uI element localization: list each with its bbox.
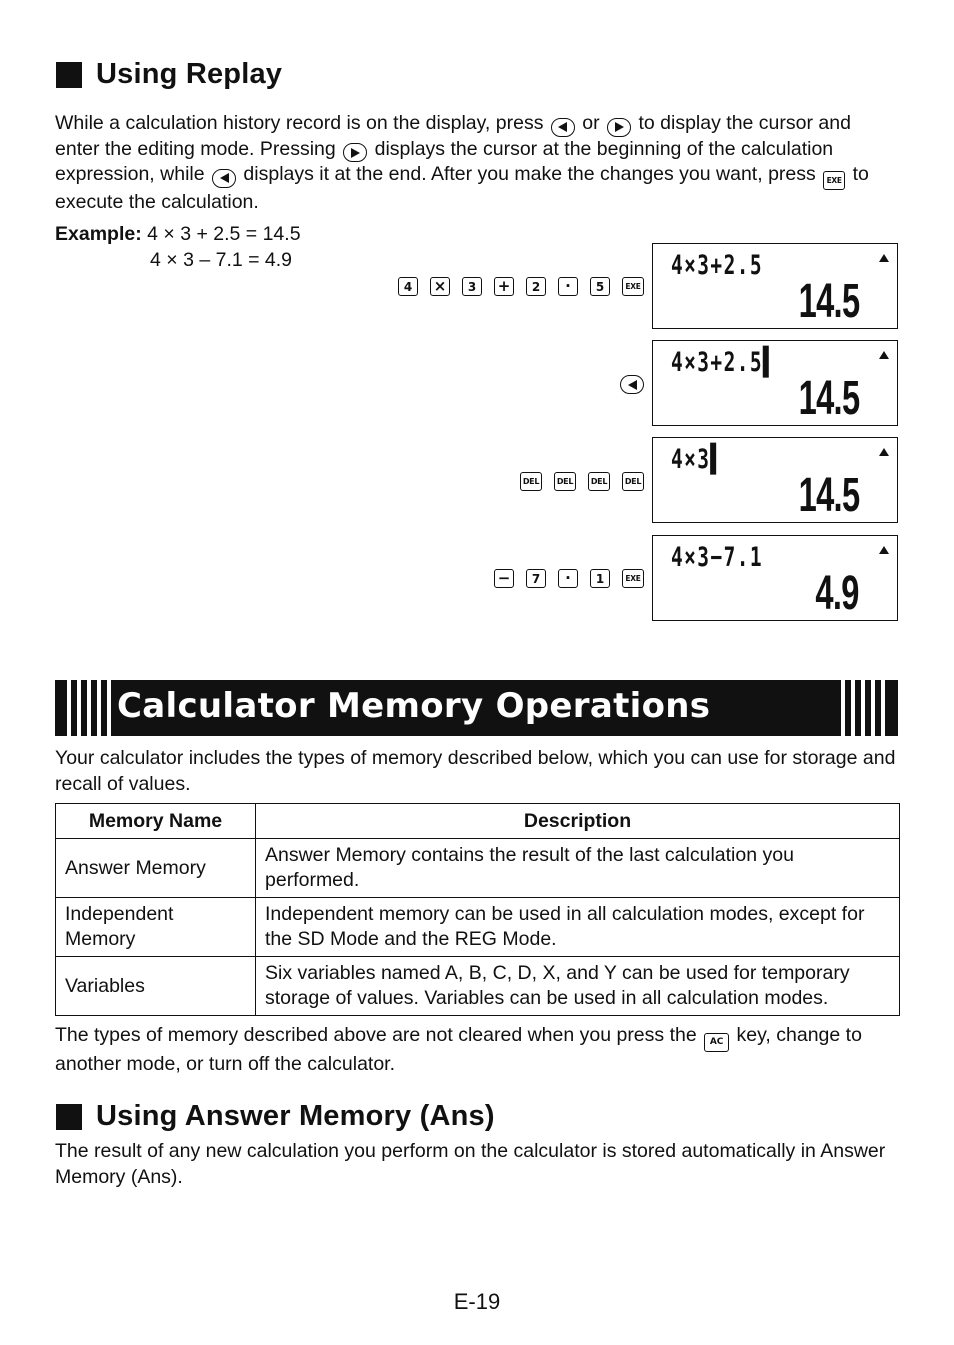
banner-stripe — [77, 680, 81, 736]
example-label: Example: — [55, 223, 142, 245]
banner-stripe — [67, 680, 71, 736]
example-line-2: 4 × 3 – 7.1 = 4.9 — [150, 249, 293, 271]
calculator-display-2 — [652, 340, 898, 426]
section-heading-replay — [56, 58, 282, 91]
square-bullet-icon — [56, 1104, 82, 1130]
display-expression: 4×3−7.1 — [671, 542, 764, 573]
key-7-icon: 7 — [526, 569, 546, 588]
banner-stripe — [841, 680, 845, 736]
display-result: 14.5 — [798, 469, 859, 522]
minus-key-icon: − — [494, 569, 514, 588]
display-result: 14.5 — [798, 372, 859, 425]
right-arrow-key-icon — [343, 143, 367, 162]
banner-stripe — [881, 680, 885, 736]
key-sequence-1 — [386, 277, 644, 296]
plus-key-icon: + — [494, 277, 514, 296]
banner-stripe — [861, 680, 865, 736]
decimal-point-key-icon: · — [558, 277, 578, 296]
description-cell: Independent memory can be used in all calculation modes, except for the SD Mode and the REG Mode. — [256, 898, 900, 957]
key-2-icon: 2 — [526, 277, 546, 296]
decimal-point-key-icon: · — [558, 569, 578, 588]
exe-key-icon: EXE — [823, 171, 845, 190]
banner-stripe — [107, 680, 111, 736]
scroll-up-indicator-icon — [879, 546, 889, 554]
key-sequence-4 — [482, 569, 644, 588]
memory-table — [55, 803, 900, 1016]
ans-paragraph: The result of any new calculation you perform on the calculator is stored automatically in Answer Memory (Ans). — [55, 1140, 886, 1188]
scroll-up-indicator-icon — [879, 448, 889, 456]
key-5-icon: 5 — [590, 277, 610, 296]
banner-stripe — [97, 680, 101, 736]
table-header-row — [56, 804, 900, 839]
calculator-display-3 — [652, 437, 898, 523]
replay-paragraph: While a calculation history record is on the display, press or to display the cursor and enter the editing mode. Pressing displays the cursor at the beginning of the calculation expression, while displays it at the end. After you make the changes you want, press EXE to execute the calculation. — [55, 112, 869, 214]
left-arrow-key-icon — [620, 375, 644, 394]
display-expression: 4×3▌ — [671, 444, 724, 475]
memory-note: The types of memory described above are not cleared when you press the AC key, change to another mode, or turn off the calculator. — [55, 1024, 862, 1075]
scroll-up-indicator-icon — [879, 254, 889, 262]
ac-key-icon: AC — [704, 1033, 729, 1052]
square-bullet-icon — [56, 62, 82, 88]
left-arrow-key-icon — [212, 169, 236, 188]
exe-key-icon: EXE — [622, 569, 644, 588]
key-3-icon: 3 — [462, 277, 482, 296]
table-row — [56, 957, 900, 1016]
calculator-display-4 — [652, 535, 898, 621]
banner-stripe — [871, 680, 875, 736]
multiply-key-icon: × — [430, 277, 450, 296]
column-header: Memory Name — [56, 804, 256, 839]
section-title: Using Answer Memory (Ans) — [96, 1100, 495, 1132]
key-1-icon: 1 — [590, 569, 610, 588]
description-cell: Six variables named A, B, C, D, X, and Y can be used for temporary storage of values. Variables can be used in all calculation modes. — [256, 957, 900, 1016]
page-number: E-19 — [453, 1289, 501, 1314]
section-heading-ans — [56, 1100, 495, 1133]
key-4-icon: 4 — [398, 277, 418, 296]
del-key-icon: DEL — [520, 472, 542, 491]
del-key-icon: DEL — [588, 472, 610, 491]
banner-stripe — [87, 680, 91, 736]
column-header: Description — [256, 804, 900, 839]
example-block — [55, 221, 301, 273]
display-result: 4.9 — [815, 567, 859, 620]
table-row — [56, 898, 900, 957]
memory-intro: Your calculator includes the types of memory described below, which you can use for storage and recall of values. — [55, 747, 896, 795]
exe-key-icon: EXE — [622, 277, 644, 296]
example-line-1: 4 × 3 + 2.5 = 14.5 — [147, 223, 301, 245]
banner-stripe — [851, 680, 855, 736]
display-expression: 4×3+2.5▌ — [671, 347, 777, 378]
chapter-banner — [55, 680, 898, 736]
left-arrow-key-icon — [551, 118, 575, 137]
del-key-icon: DEL — [554, 472, 576, 491]
chapter-title: Calculator Memory Operations — [117, 686, 711, 726]
right-arrow-key-icon — [607, 118, 631, 137]
display-result: 14.5 — [798, 275, 859, 328]
memory-name-cell: Independent Memory — [56, 898, 256, 957]
calculator-display-1 — [652, 243, 898, 329]
description-cell: Answer Memory contains the result of the last calculation you performed. — [256, 839, 900, 898]
table-row — [56, 839, 900, 898]
key-sequence-2 — [620, 375, 644, 394]
key-sequence-3 — [508, 472, 644, 491]
section-title: Using Replay — [96, 58, 283, 90]
del-key-icon: DEL — [622, 472, 644, 491]
memory-name-cell: Variables — [56, 957, 256, 1016]
scroll-up-indicator-icon — [879, 351, 889, 359]
display-expression: 4×3+2.5 — [671, 250, 764, 281]
memory-name-cell: Answer Memory — [56, 839, 256, 898]
